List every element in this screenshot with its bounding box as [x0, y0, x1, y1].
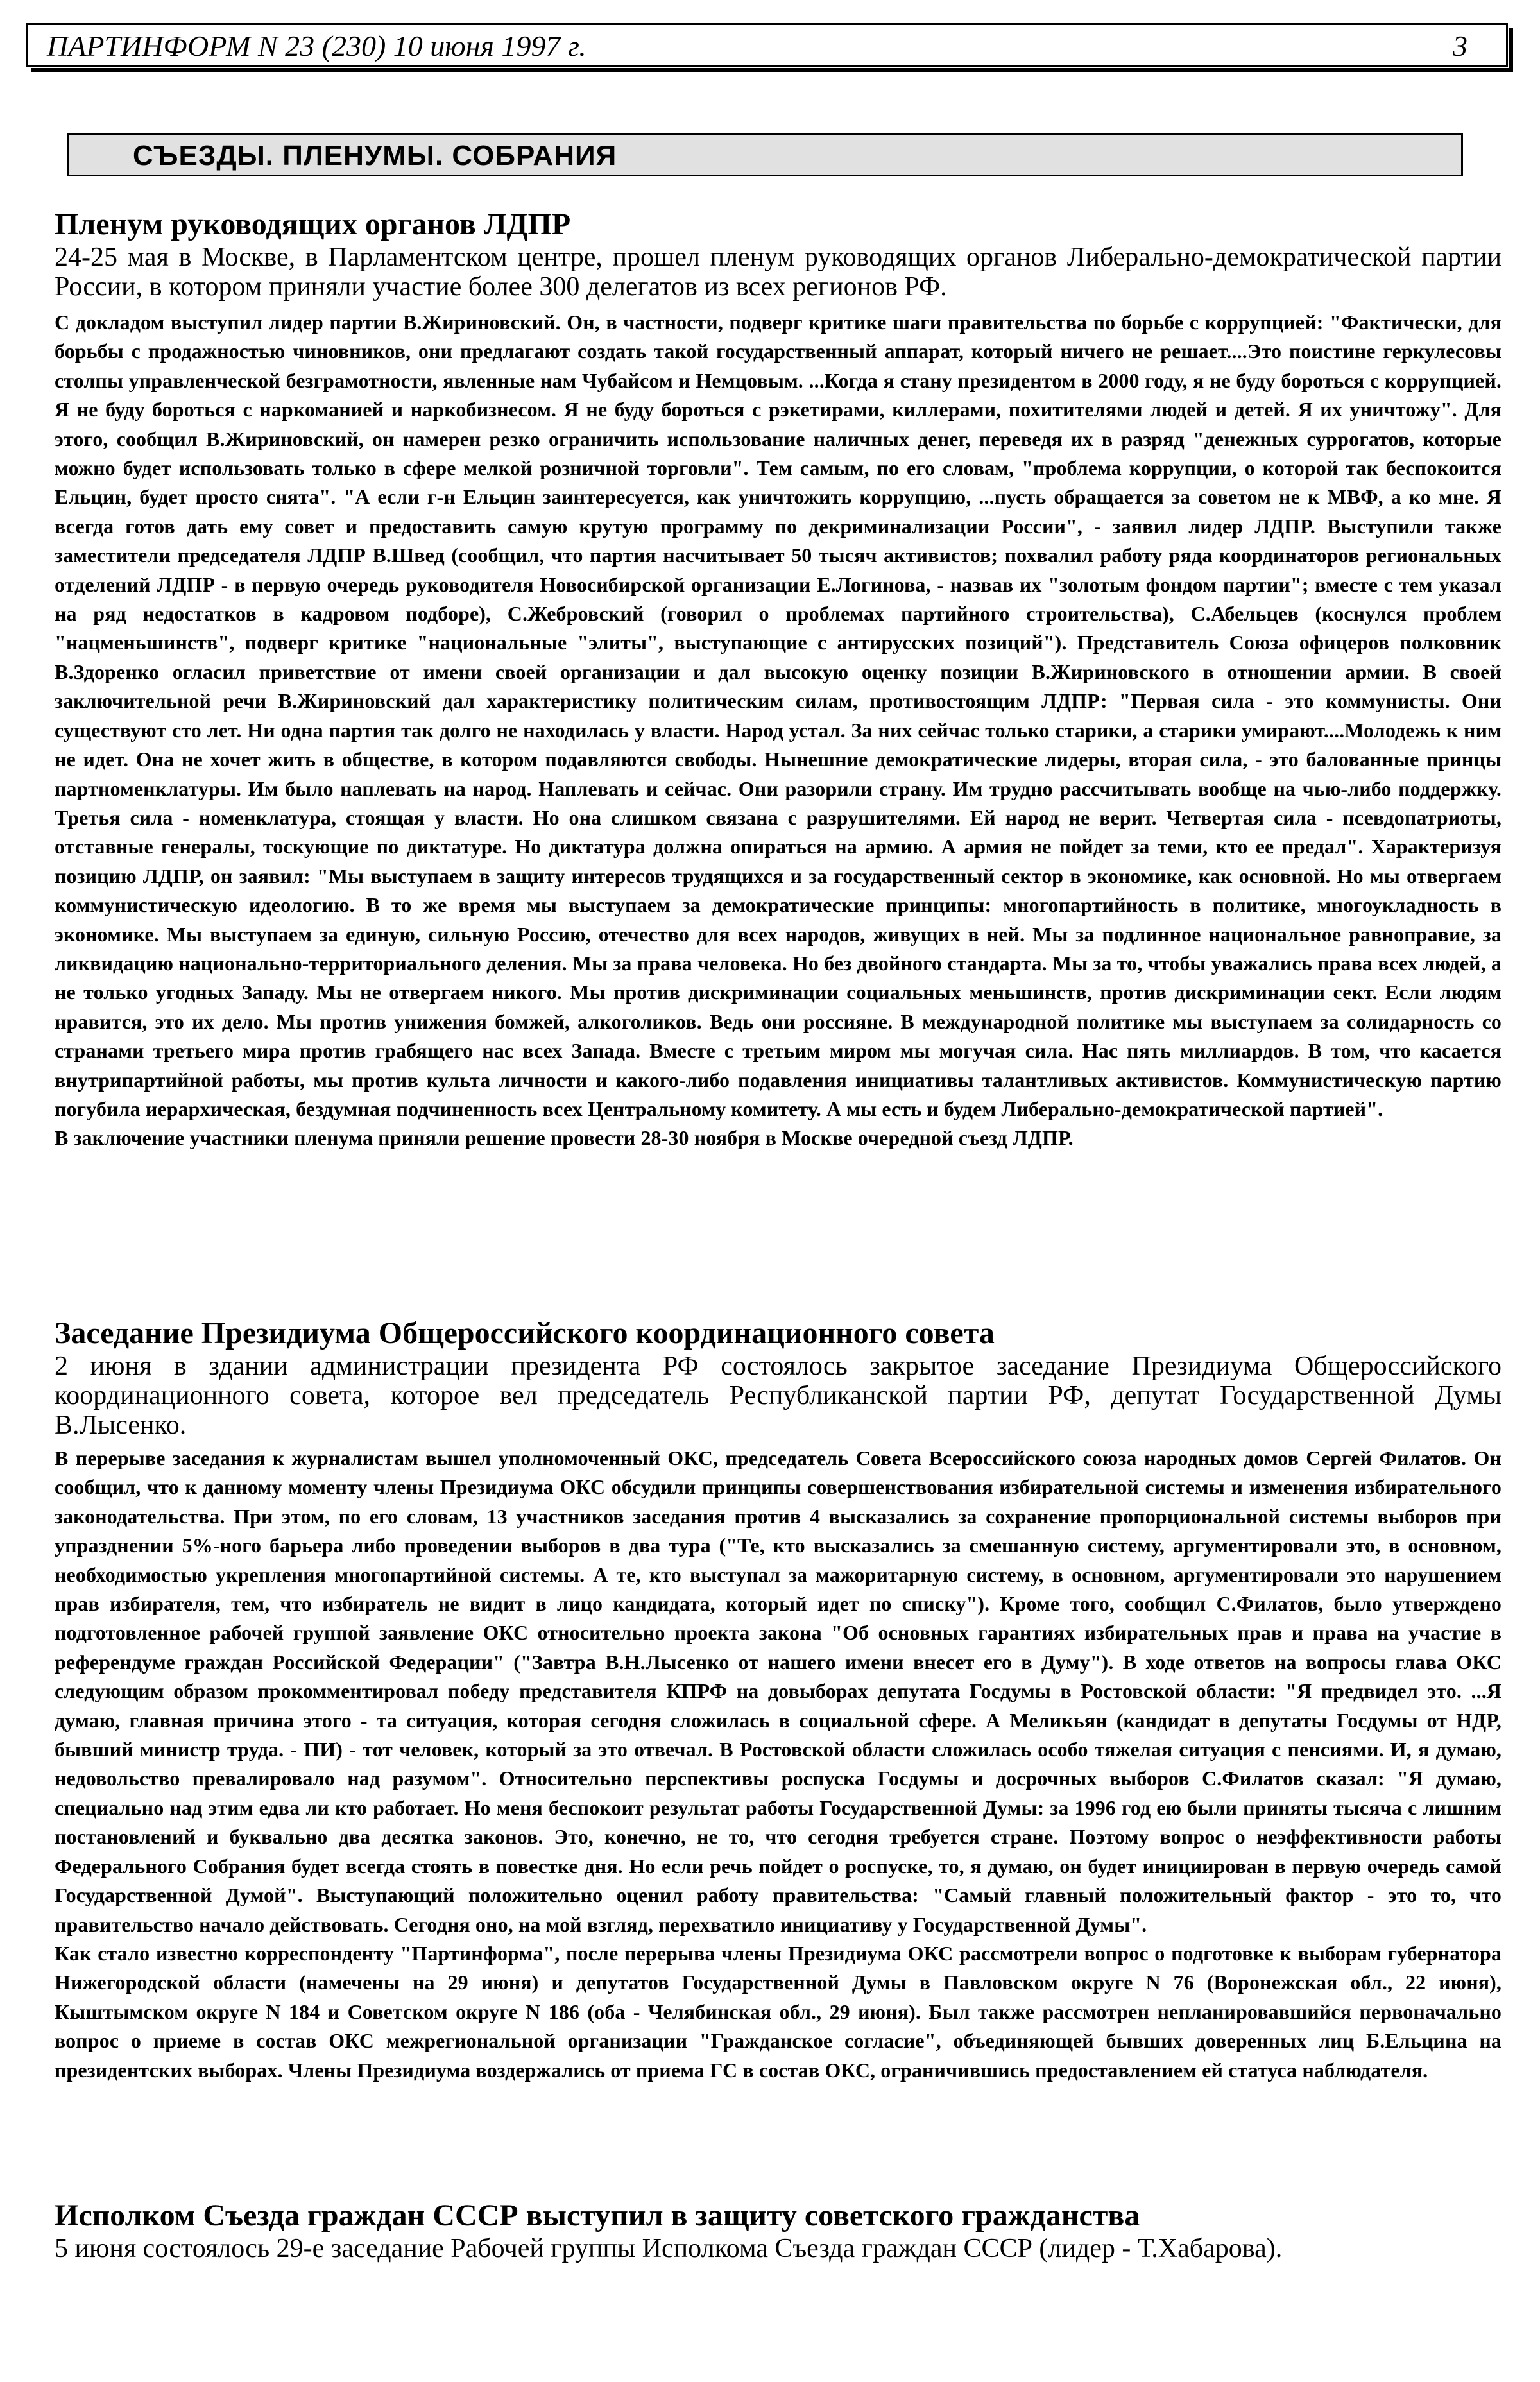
article-ussr-citizens-congress — [55, 2198, 1502, 2263]
article-title: Заседание Президиума Общероссийского координационного совета — [55, 1316, 995, 1350]
article-lead: 24-25 мая в Москве, в Парламентском центре, прошел пленум руководящих органов Либерально-демократической партии России, в котором приняли участие более 300 делегатов из всех регионов РФ. — [55, 243, 1502, 302]
publication-title: ПАРТИНФОРМ N 23 (230) 10 июня 1997 г. — [47, 30, 586, 62]
article-title: Пленум руководящих органов ЛДПР — [55, 207, 571, 241]
article-paragraph: В перерыве заседания к журналистам вышел уполномоченный ОКС, председатель Совета Всероссийского союза народных домов Сергей Филатов. Он сообщил, что к данному моменту члены Президиума ОКС обсудили принципы совершенствования избирательной системы и изменения избирательного законодательства. При этом, по его словам, 13 участников заседания против 4 высказались за сохранение пропорциональной системы выборов при упразднении 5%-ного барьера либо проведении выборов в два тура ("Те, кто высказались за смешанную систему, аргументировали это, в основном, необходимостью укрепления многопартийной системы. А те, кто выступал за мажоритарную систему, в основном, аргументировали это нарушением прав избирателя, тем, что избиратель не видит в лицо кандидата, который идет по списку"). Кроме того, сообщил С.Филатов, было утверждено подготовленное рабочей группой заявление ОКС относительно проекта закона "Об основных гарантиях избирательных прав и права на участие в референдуме граждан Российской Федерации" ("Завтра В.Н.Лысенко от нашего имени внесет его в Думу"). В ходе ответов на вопросы глава ОКС следующим образом прокомментировал победу представителя КПРФ на довыборах депутата Госдумы в Ростовской области: "Я предвидел это. ...Я думаю, главная причина этого - та ситуация, которая сегодня сложилась в социальной сфере. А Меликьян (кандидат в депутаты Госдумы от НДР, бывший министр труда. - ПИ) - тот человек, который за это отвечал. В Ростовской области сложилась особо тяжелая ситуация с пенсиями. И, я думаю, недовольство превалировало над разумом". Относительно перспективы роспуска Госдумы и досрочных выборов С.Филатов сказал: "Я думаю, специально над этим едва ли кто работает. Но меня беспокоит результат работы Государственной Думы: за 1996 год ею были приняты тысяча с лишним постановлений и буквально два десятка законов. Это, конечно, не то, что сегодня требуется стране. Поэтому вопрос о неэффективности работы Федерального Собрания будет всегда стоять в повестке дня. Но если речь пойдет о роспуске, то, я думаю, он будет инициирован в первую очередь самой Государственной Думой". Выступающий положительно оценил работу правительства: "Самый главный положительный фактор - это то, что правительство начало действовать. Сегодня оно, на мой взгляд, перехватило инициативу у Государственной Думы". — [55, 1446, 1502, 1936]
page-number: 3 — [1453, 30, 1467, 62]
article-ldpr-plenum — [55, 207, 1502, 1153]
article-paragraph: С докладом выступил лидер партии В.Жириновский. Он, в частности, подверг критике шаги правительства по борьбе с коррупцией: "Фактически, для борьбы с продажностью чиновников, они предлагают создать такой государственный аппарат, который ничего не решает....Это поистине геркулесовы столпы управленческой безграмотности, явленные нам Чубайсом и Немцовым. ...Когда я стану президентом в 2000 году, я не буду бороться с коррупцией. Я не буду бороться с наркоманией и наркобизнесом. Я не буду бороться с рэкетирами, киллерами, похитителями людей и детей. Я их уничтожу". Для этого, сообщил В.Жириновский, он намерен резко ограничить использование наличных денег, переведя их в разряд "денежных суррогатов, которые можно будет использовать только в сфере мелкой розничной торговли". Тем самым, по его словам, "проблема коррупции, о которой так беспокоится Ельцин, будет просто снята". "А если г-н Ельцин заинтересуется, как уничтожить коррупцию, ...пусть обращается за советом не к МВФ, а ко мне. Я всегда готов дать ему совет и предоставить самую крутую программу по декриминализации России", - заявил лидер ЛДПР. Выступили также заместители председателя ЛДПР В.Швед (сообщил, что партия насчитывает 50 тысяч активистов; похвалил работу ряда координаторов региональных отделений ЛДПР - в первую очередь руководителя Новосибирской организации Е.Логинова, - назвав их "золотым фондом партии"; вместе с тем указал на ряд недостатков в кадровом подборе), С.Жебровский (говорил о проблемах партийного строительства), С.Абельцев (коснулся проблем "нацменьшинств", подверг критике "национальные "элиты", выступающие с антирусских позиций"). Представитель Союза офицеров полковник В.Здоренко огласил приветствие от имени своей организации и дал высокую оценку позиции В.Жириновского в отношении армии. В своей заключительной речи В.Жириновский дал характеристику политическим силам, противостоящим ЛДПР: "Первая сила - это коммунисты. Они существуют сто лет. Ни одна партия так долго не находилась у власти. Народ устал. За них сейчас только старики, а старики умирают....Молодежь к ним не идет. Она не хочет жить в обществе, в котором подавляются свободы. Нынешние демократические лидеры, вторая сила, - это балованные принцы партноменклатуры. Им было наплевать на народ. Наплевать и сейчас. Они разорили страну. Им трудно рассчитывать вообще на чью-либо поддержку. Третья сила - номенклатура, стоящая у власти. Но она слишком связана с разрушителями. Ей народ не верит. Четвертая сила - псевдопатриоты, отставные генералы, тоскующие по диктатуре. Но диктатура должна опираться на армию. А армия не пойдет за теми, кто ее предал". Характеризуя позицию ЛДПР, он заявил: "Мы выступаем в защиту интересов трудящихся и за государственный сектор в экономике, как основной. Но мы отвергаем коммунистическую идеологию. В то же время мы выступаем за демократические принципы: многопартийность в политике, многоукладность в экономике. Мы выступаем за единую, сильную Россию, отечество для всех народов, живущих в ней. Мы за подлинное национальное равноправие, за ликвидацию национально-территориального деления. Мы за права человека. Но без двойного стандарта. Мы за то, чтобы уважались права всех людей, а не только угодных Западу. Мы не отвергаем никого. Мы против дискриминации социальных меньшинств, против дискриминации сект. Если людям нравится, это их дело. Мы против унижения бомжей, алкоголиков. Ведь они россияне. В международной политике мы выступаем за солидарность со странами третьего мира против грабящего нас всех Запада. Вместе с третьим миром мы могучая сила. Нас пять миллиардов. В том, что касается внутрипартийной работы, мы против культа личности и какого-либо подавления инициативы талантливых активистов. Коммунистическую партию погубила иерархическая, бездумная подчиненность всех Центральному комитету. А мы есть и будем Либерально-демократической партией". — [55, 311, 1502, 1120]
article-lead: 2 июня в здании администрации президента РФ состоялось закрытое заседание Президиума Общероссийского координационного совета, которое вел председатель Республиканской партии РФ, депутат Государственной Думы В.Лысенко. — [55, 1351, 1502, 1440]
section-title: СЪЕЗДЫ. ПЛЕНУМЫ. СОБРАНИЯ — [133, 140, 617, 171]
page-header — [26, 23, 1508, 67]
article-paragraph: Как стало известно корреспонденту "Партинформа", после перерыва члены Президиума ОКС рассмотрели вопрос о подготовке к выборам губернатора Нижегородской области (намечены на 29 июня) и депутатов Государственной Думы в Павловском округе N 76 (Воронежская обл., 22 июня), Кыштымском округе N 184 и Советском округе N 186 (оба - Челябинская обл., 29 июня). Был также рассмотрен непланировавшийся первоначально вопрос о приеме в состав ОКС межрегиональной организации "Гражданское согласие", объединяющей бывших доверенных лиц Б.Ельцина на президентских выборах. Члены Президиума воздержались от приема ГС в состав ОКС, ограничившись предоставлением ей статуса наблюдателя. — [55, 1941, 1502, 2082]
article-paragraph: В заключение участники пленума приняли решение провести 28-30 ноября в Москве очередной съезд ЛДПР. — [55, 1126, 1074, 1150]
article-title: Исполком Съезда граждан СССР выступил в защиту советского гражданства — [55, 2198, 1140, 2232]
article-lead: 5 июня состоялось 29-е заседание Рабочей группы Исполкома Съезда граждан СССР (лидер - Т.Хабарова). — [55, 2234, 1283, 2263]
article-oks-presidium — [55, 1315, 1502, 2085]
section-banner — [67, 133, 1463, 176]
